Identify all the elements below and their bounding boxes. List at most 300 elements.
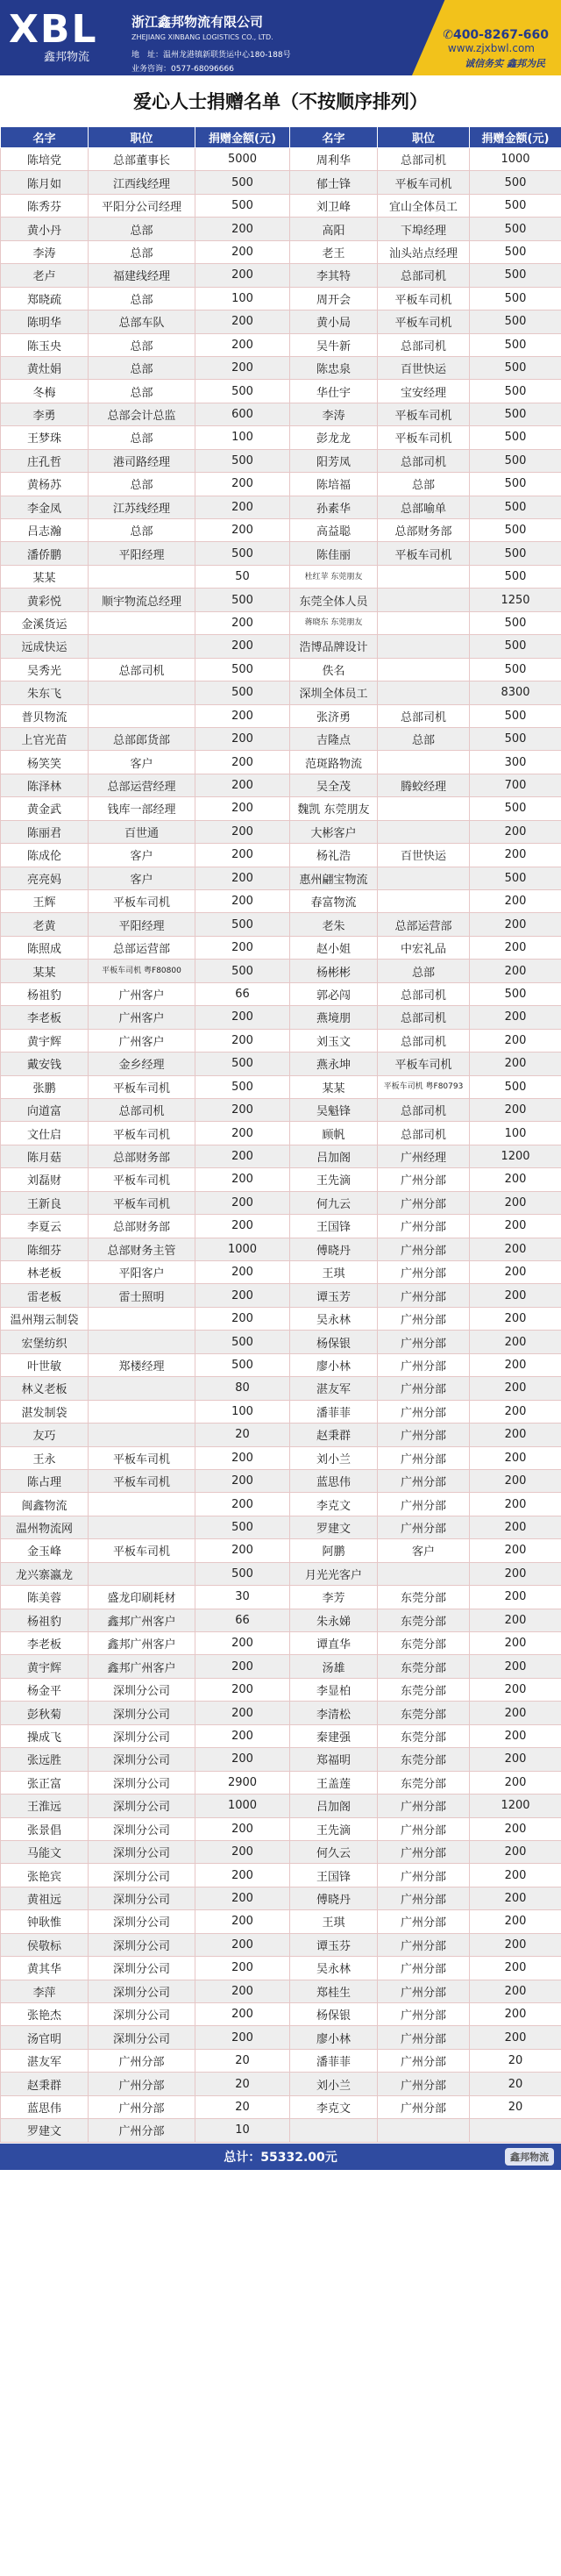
table-row — [1, 1702, 561, 1724]
donor-name: 高益聪 — [290, 519, 378, 542]
donor-name: 黄祖远 — [1, 1887, 89, 1909]
table-row — [1, 287, 561, 310]
donor-name: 范斑路物流 — [290, 751, 378, 774]
donor-name: 李其特 — [290, 264, 378, 287]
donation-amount: 200 — [195, 2026, 290, 2049]
donor-position: 东莞分部 — [378, 1702, 470, 1724]
donor-name: 李金凤 — [1, 496, 89, 518]
donation-amount: 500 — [195, 380, 290, 403]
table-row — [1, 1377, 561, 1400]
donor-position: 港司路经理 — [89, 449, 195, 472]
donation-amount — [470, 2119, 561, 2142]
donor-position: 广州分部 — [378, 1817, 470, 1840]
donor-name: 吕加阁 — [290, 1145, 378, 1167]
donor-position: 百世通 — [89, 820, 195, 843]
donor-name: 李涛 — [1, 240, 89, 263]
table-row — [1, 751, 561, 774]
donor-name: 燕境朋 — [290, 1006, 378, 1029]
donation-amount: 200 — [195, 1168, 290, 1191]
donor-position: 总部 — [89, 519, 195, 542]
table-row — [1, 1284, 561, 1307]
donor-position: 总部 — [89, 380, 195, 403]
donor-position: 深圳分公司 — [89, 1864, 195, 1887]
donor-position: 广州客户 — [89, 1029, 195, 1052]
table-row — [1, 797, 561, 820]
table-row — [1, 913, 561, 936]
donor-position — [378, 820, 470, 843]
donor-name: 郭必闯 — [290, 982, 378, 1005]
donation-amount: 500 — [195, 1516, 290, 1538]
donor-position: 江西线经理 — [89, 171, 195, 194]
donor-name: 吴魁锋 — [290, 1098, 378, 1121]
donor-name: 陈培福 — [290, 473, 378, 496]
donation-amount: 200 — [195, 1887, 290, 1909]
donation-amount: 200 — [195, 727, 290, 750]
donor-name: 蓝思伟 — [290, 1469, 378, 1492]
table-row — [1, 1795, 561, 1817]
donor-name: 吕志瀚 — [1, 519, 89, 542]
donor-position: 平板车司机 — [378, 426, 470, 449]
donation-amount: 200 — [470, 1724, 561, 1747]
table-row — [1, 1006, 561, 1029]
donation-amount: 200 — [470, 1678, 561, 1701]
donor-position — [378, 611, 470, 634]
donor-position: 客户 — [378, 1539, 470, 1562]
donation-amount: 20 — [470, 2073, 561, 2095]
donor-name: 温州物流网 — [1, 1516, 89, 1538]
donor-name: 浩博品牌设计 — [290, 635, 378, 658]
donor-name: 黄小丹 — [1, 218, 89, 240]
donor-name: 汤官明 — [1, 2026, 89, 2049]
table-row — [1, 1446, 561, 1469]
donor-position — [89, 565, 195, 588]
donation-amount: 200 — [470, 1284, 561, 1307]
donor-position: 总部 — [89, 218, 195, 240]
donor-position: 平板车司机 — [89, 1075, 195, 1098]
donation-amount: 200 — [470, 1771, 561, 1794]
donor-name: 陈成伦 — [1, 844, 89, 867]
donor-name: 普贝物流 — [1, 704, 89, 727]
donation-amount: 200 — [195, 1029, 290, 1052]
table-row — [1, 844, 561, 867]
donation-amount: 100 — [195, 426, 290, 449]
donor-position — [378, 589, 470, 611]
donor-position: 广州分部 — [378, 1910, 470, 1933]
donor-position: 广州分部 — [378, 1331, 470, 1353]
donation-amount: 200 — [195, 310, 290, 333]
slogan: 诚信务实 鑫邦为民 — [465, 58, 545, 69]
column-header-position: 职位 — [378, 127, 470, 148]
donor-position: 深圳分公司 — [89, 1910, 195, 1933]
donor-position: 总部司机 — [378, 148, 470, 171]
table-row — [1, 635, 561, 658]
donor-position: 深圳分公司 — [89, 1980, 195, 2002]
donor-name: 李涛 — [290, 403, 378, 425]
table-row — [1, 704, 561, 727]
table-row — [1, 1562, 561, 1585]
donor-name: 黄杨苏 — [1, 473, 89, 496]
donation-amount: 200 — [195, 264, 290, 287]
donation-amount: 200 — [470, 1424, 561, 1446]
donation-amount: 700 — [470, 774, 561, 796]
table-row — [1, 1516, 561, 1538]
company-address: 地 址：温州龙港镇新联货运中心180-188号 — [131, 51, 291, 60]
table-row — [1, 1469, 561, 1492]
donor-name: 郑福明 — [290, 1748, 378, 1771]
table-row — [1, 774, 561, 796]
table-row — [1, 1053, 561, 1075]
donor-name: 何九云 — [290, 1191, 378, 1214]
donation-amount: 500 — [470, 727, 561, 750]
page-title: 爱心人士捐赠名单（不按顺序排列） — [133, 91, 428, 112]
donor-name: 湛发制袋 — [1, 1400, 89, 1423]
donation-amount: 200 — [470, 1864, 561, 1887]
donation-amount: 500 — [470, 496, 561, 518]
donation-amount: 500 — [195, 542, 290, 565]
donor-position: 广州分部 — [89, 2073, 195, 2095]
donor-name: 杨彬彬 — [290, 960, 378, 982]
table-row — [1, 2049, 561, 2072]
donor-name: 孙素华 — [290, 496, 378, 518]
donor-position: 东莞分部 — [378, 1724, 470, 1747]
donation-amount: 8300 — [470, 681, 561, 704]
donor-position: 总部司机 — [378, 704, 470, 727]
donor-position: 广州分部 — [89, 2049, 195, 2072]
donor-name: 王永 — [1, 1446, 89, 1469]
donor-position: 总部司机 — [89, 1098, 195, 1121]
donor-position: 总部司机 — [378, 1122, 470, 1145]
donor-name: 王先滴 — [290, 1817, 378, 1840]
donor-name: 吕加阁 — [290, 1795, 378, 1817]
table-row — [1, 1771, 561, 1794]
donor-name: 张鹏 — [1, 1075, 89, 1098]
donor-name: 宏堡纺织 — [1, 1331, 89, 1353]
donor-position: 客户 — [89, 867, 195, 889]
donation-amount: 30 — [195, 1586, 290, 1609]
table-row — [1, 403, 561, 425]
donor-name: 龙兴寨瀛龙 — [1, 1562, 89, 1585]
donation-amount: 200 — [195, 1678, 290, 1701]
donor-name: 叶世敏 — [1, 1353, 89, 1376]
donor-name: 周利华 — [290, 148, 378, 171]
table-row — [1, 1307, 561, 1330]
donor-position — [89, 1516, 195, 1538]
donation-amount: 200 — [470, 1910, 561, 1933]
donor-name: 月光光客户 — [290, 1562, 378, 1585]
donor-position: 广州分部 — [378, 1424, 470, 1446]
donation-amount: 500 — [470, 333, 561, 356]
donation-amount: 200 — [195, 844, 290, 867]
table-row — [1, 356, 561, 379]
donor-name: 陈照成 — [1, 936, 89, 959]
donor-position: 广州分部 — [378, 2003, 470, 2026]
donor-name: 深圳全体员工 — [290, 681, 378, 704]
donation-amount: 200 — [470, 1887, 561, 1909]
donation-amount: 200 — [195, 1980, 290, 2002]
company-info — [131, 12, 291, 74]
donation-amount: 500 — [470, 240, 561, 263]
table-row — [1, 1887, 561, 1909]
donor-name: 佚名 — [290, 658, 378, 681]
donation-amount: 200 — [470, 1702, 561, 1724]
donor-position: 总部财务主管 — [89, 1238, 195, 1260]
donor-position: 腾蛟经理 — [378, 774, 470, 796]
table-row — [1, 1122, 561, 1145]
donor-position: 总部运营经理 — [89, 774, 195, 796]
table-row — [1, 2003, 561, 2026]
donor-position: 总部郎货部 — [89, 727, 195, 750]
donor-position: 平阳客户 — [89, 1261, 195, 1284]
donor-position: 广州分部 — [378, 1980, 470, 2002]
table-row — [1, 982, 561, 1005]
table-row — [1, 1331, 561, 1353]
donor-position: 深圳分公司 — [89, 1795, 195, 1817]
donor-position: 深圳分公司 — [89, 1678, 195, 1701]
donor-name: 王琪 — [290, 1910, 378, 1933]
donation-amount: 200 — [195, 867, 290, 889]
donation-amount: 500 — [470, 194, 561, 217]
donor-position: 广州分部 — [378, 1215, 470, 1238]
donation-amount: 200 — [195, 473, 290, 496]
donor-position: 广州分部 — [378, 1795, 470, 1817]
donation-amount: 1250 — [470, 589, 561, 611]
donor-name: 闽鑫物流 — [1, 1493, 89, 1516]
donation-amount: 200 — [195, 936, 290, 959]
donor-position: 百世快运 — [378, 356, 470, 379]
table-row — [1, 1424, 561, 1446]
donation-amount: 500 — [470, 356, 561, 379]
donation-amount: 200 — [195, 1191, 290, 1214]
donor-name: 李老板 — [1, 1006, 89, 1029]
donor-position: 总部喻单 — [378, 496, 470, 518]
donor-name: 陈明华 — [1, 310, 89, 333]
logo-subtitle: 鑫邦物流 — [44, 51, 90, 64]
donor-position: 平板车司机 — [89, 1168, 195, 1191]
table-row — [1, 496, 561, 518]
donor-position: 平板车司机 — [89, 1446, 195, 1469]
donor-name: 文仕启 — [1, 1122, 89, 1145]
donation-amount: 500 — [195, 449, 290, 472]
donation-amount: 600 — [195, 403, 290, 425]
donation-amount: 200 — [195, 1748, 290, 1771]
donor-name: 王琪 — [290, 1261, 378, 1284]
donation-amount: 200 — [470, 1191, 561, 1214]
donor-position: 总部司机 — [378, 333, 470, 356]
donor-name: 周开会 — [290, 287, 378, 310]
donation-amount: 200 — [470, 1748, 561, 1771]
donation-amount: 1000 — [470, 148, 561, 171]
donor-name: 谭直华 — [290, 1632, 378, 1655]
donor-position: 总部司机 — [378, 449, 470, 472]
donor-position: 总部 — [89, 333, 195, 356]
donation-amount: 200 — [195, 1215, 290, 1238]
donor-name: 黄其华 — [1, 1957, 89, 1980]
donation-amount: 200 — [195, 751, 290, 774]
donor-name: 廖小林 — [290, 2026, 378, 2049]
donation-amount: 50 — [195, 565, 290, 588]
donor-name: 李克文 — [290, 1493, 378, 1516]
donation-amount: 500 — [470, 310, 561, 333]
donation-amount: 200 — [470, 936, 561, 959]
donation-amount: 200 — [195, 1539, 290, 1562]
donor-position: 总部运营部 — [89, 936, 195, 959]
donation-amount: 200 — [470, 2026, 561, 2049]
table-row — [1, 1632, 561, 1655]
donor-position: 总部司机 — [378, 1098, 470, 1121]
donation-amount: 200 — [195, 1261, 290, 1284]
donor-position: 宝安经理 — [378, 380, 470, 403]
company-phone: 业务咨询：0577-68096666 — [131, 65, 234, 74]
donor-name: 王辉 — [1, 890, 89, 913]
donor-name: 林义老板 — [1, 1377, 89, 1400]
donor-position: 东莞分部 — [378, 1771, 470, 1794]
table-row — [1, 1400, 561, 1423]
donor-position — [378, 635, 470, 658]
donor-name: 潘侨鹏 — [1, 542, 89, 565]
donation-amount: 200 — [470, 1215, 561, 1238]
donation-amount: 500 — [195, 1053, 290, 1075]
donation-amount: 200 — [195, 774, 290, 796]
donor-name: 杨笑笑 — [1, 751, 89, 774]
donor-name: 杨金平 — [1, 1678, 89, 1701]
donation-amount: 200 — [195, 1006, 290, 1029]
donor-position: 平板车司机 — [89, 1469, 195, 1492]
donation-amount: 500 — [470, 611, 561, 634]
table-row — [1, 681, 561, 704]
donation-amount: 1000 — [195, 1795, 290, 1817]
donation-amount: 20 — [195, 2073, 290, 2095]
donor-position: 广州分部 — [378, 1933, 470, 1956]
donor-name: 阿鹏 — [290, 1539, 378, 1562]
column-header-name: 名字 — [290, 127, 378, 148]
table-body — [1, 148, 561, 2143]
table-row — [1, 1609, 561, 1631]
donor-name: 陈丽君 — [1, 820, 89, 843]
table-row — [1, 1678, 561, 1701]
table-row — [1, 310, 561, 333]
table-row — [1, 565, 561, 588]
donor-name: 老朱 — [290, 913, 378, 936]
donor-position: 总部 — [89, 287, 195, 310]
donor-name: 傅晓丹 — [290, 1887, 378, 1909]
donor-name: 张景倡 — [1, 1817, 89, 1840]
phone-icon: ✆ — [443, 28, 453, 42]
donation-amount: 500 — [195, 1075, 290, 1098]
donor-name: 蓝思伟 — [1, 2095, 89, 2118]
donor-name: 张远胜 — [1, 1748, 89, 1771]
donor-name: 李勇 — [1, 403, 89, 425]
donor-position: 广州分部 — [378, 1238, 470, 1260]
donor-position: 广州分部 — [89, 2095, 195, 2118]
donation-amount: 200 — [470, 913, 561, 936]
donation-amount: 500 — [195, 589, 290, 611]
donor-position: 东莞分部 — [378, 1609, 470, 1631]
donation-amount: 500 — [470, 797, 561, 820]
donor-position: 平阳经理 — [89, 542, 195, 565]
table-row — [1, 1840, 561, 1863]
donor-position: 平阳分公司经理 — [89, 194, 195, 217]
donor-name: 王国锋 — [290, 1864, 378, 1887]
donation-amount: 200 — [470, 1238, 561, 1260]
total-bar — [0, 2144, 561, 2170]
donor-name: 老卢 — [1, 264, 89, 287]
donation-amount: 300 — [470, 751, 561, 774]
donor-name: 操成飞 — [1, 1724, 89, 1747]
column-header-position: 职位 — [89, 127, 195, 148]
donor-name: 林老板 — [1, 1261, 89, 1284]
donation-amount: 200 — [470, 1353, 561, 1376]
table-row — [1, 218, 561, 240]
donor-position: 鑫邦广州客户 — [89, 1609, 195, 1631]
donor-name: 赵小姐 — [290, 936, 378, 959]
donor-position — [89, 1400, 195, 1423]
donor-position: 深圳分公司 — [89, 2003, 195, 2026]
donation-amount: 200 — [470, 1469, 561, 1492]
donor-name: 吴永林 — [290, 1307, 378, 1330]
donor-position: 总部运营部 — [378, 913, 470, 936]
table-row — [1, 960, 561, 982]
table-row — [1, 1655, 561, 1678]
donor-position: 广州分部 — [378, 1887, 470, 1909]
header-banner — [0, 0, 561, 75]
donation-amount: 200 — [195, 1493, 290, 1516]
donor-position — [89, 611, 195, 634]
donor-name: 谭玉芳 — [290, 1284, 378, 1307]
donation-amount: 200 — [195, 1469, 290, 1492]
donor-name: 彭秋菊 — [1, 1702, 89, 1724]
donation-amount: 200 — [195, 1122, 290, 1145]
donor-position: 总部会计总监 — [89, 403, 195, 425]
donation-amount: 200 — [470, 1957, 561, 1980]
donor-name: 黄金武 — [1, 797, 89, 820]
donation-amount: 200 — [195, 1307, 290, 1330]
donor-position: 广州分部 — [378, 1446, 470, 1469]
table-row — [1, 589, 561, 611]
column-header-amount: 捐赠金额(元) — [195, 127, 290, 148]
donor-position: 广州分部 — [378, 1377, 470, 1400]
donation-amount: 200 — [195, 704, 290, 727]
company-logo — [9, 7, 123, 70]
donor-position: 盛龙印刷耗材 — [89, 1586, 195, 1609]
donor-position: 福建线经理 — [89, 264, 195, 287]
table-row — [1, 1191, 561, 1214]
table-row — [1, 658, 561, 681]
donor-name: 杜红苹 东莞朋友 — [290, 565, 378, 588]
donation-amount: 200 — [195, 240, 290, 263]
table-row — [1, 1168, 561, 1191]
donor-position — [378, 2119, 470, 2142]
donor-name: 罗建文 — [290, 1516, 378, 1538]
donation-amount: 500 — [470, 171, 561, 194]
donor-name: 亮亮妈 — [1, 867, 89, 889]
table-row — [1, 2119, 561, 2142]
donation-amount: 66 — [195, 982, 290, 1005]
donation-amount: 200 — [470, 844, 561, 867]
donation-amount: 20 — [470, 2095, 561, 2118]
donor-name: 向道富 — [1, 1098, 89, 1121]
donor-name: 傅晓丹 — [290, 1238, 378, 1260]
donor-name: 杨礼浩 — [290, 844, 378, 867]
donor-name: 吴永林 — [290, 1957, 378, 1980]
company-english-name: ZHEJIANG XINBANG LOGISTICS CO., LTD. — [131, 33, 273, 41]
table-row — [1, 1586, 561, 1609]
table-row — [1, 1748, 561, 1771]
donor-position: 东莞分部 — [378, 1678, 470, 1701]
donor-position — [89, 1331, 195, 1353]
donation-amount: 20 — [195, 2049, 290, 2072]
donor-name: 华仕宇 — [290, 380, 378, 403]
donor-name: 燕永坤 — [290, 1053, 378, 1075]
